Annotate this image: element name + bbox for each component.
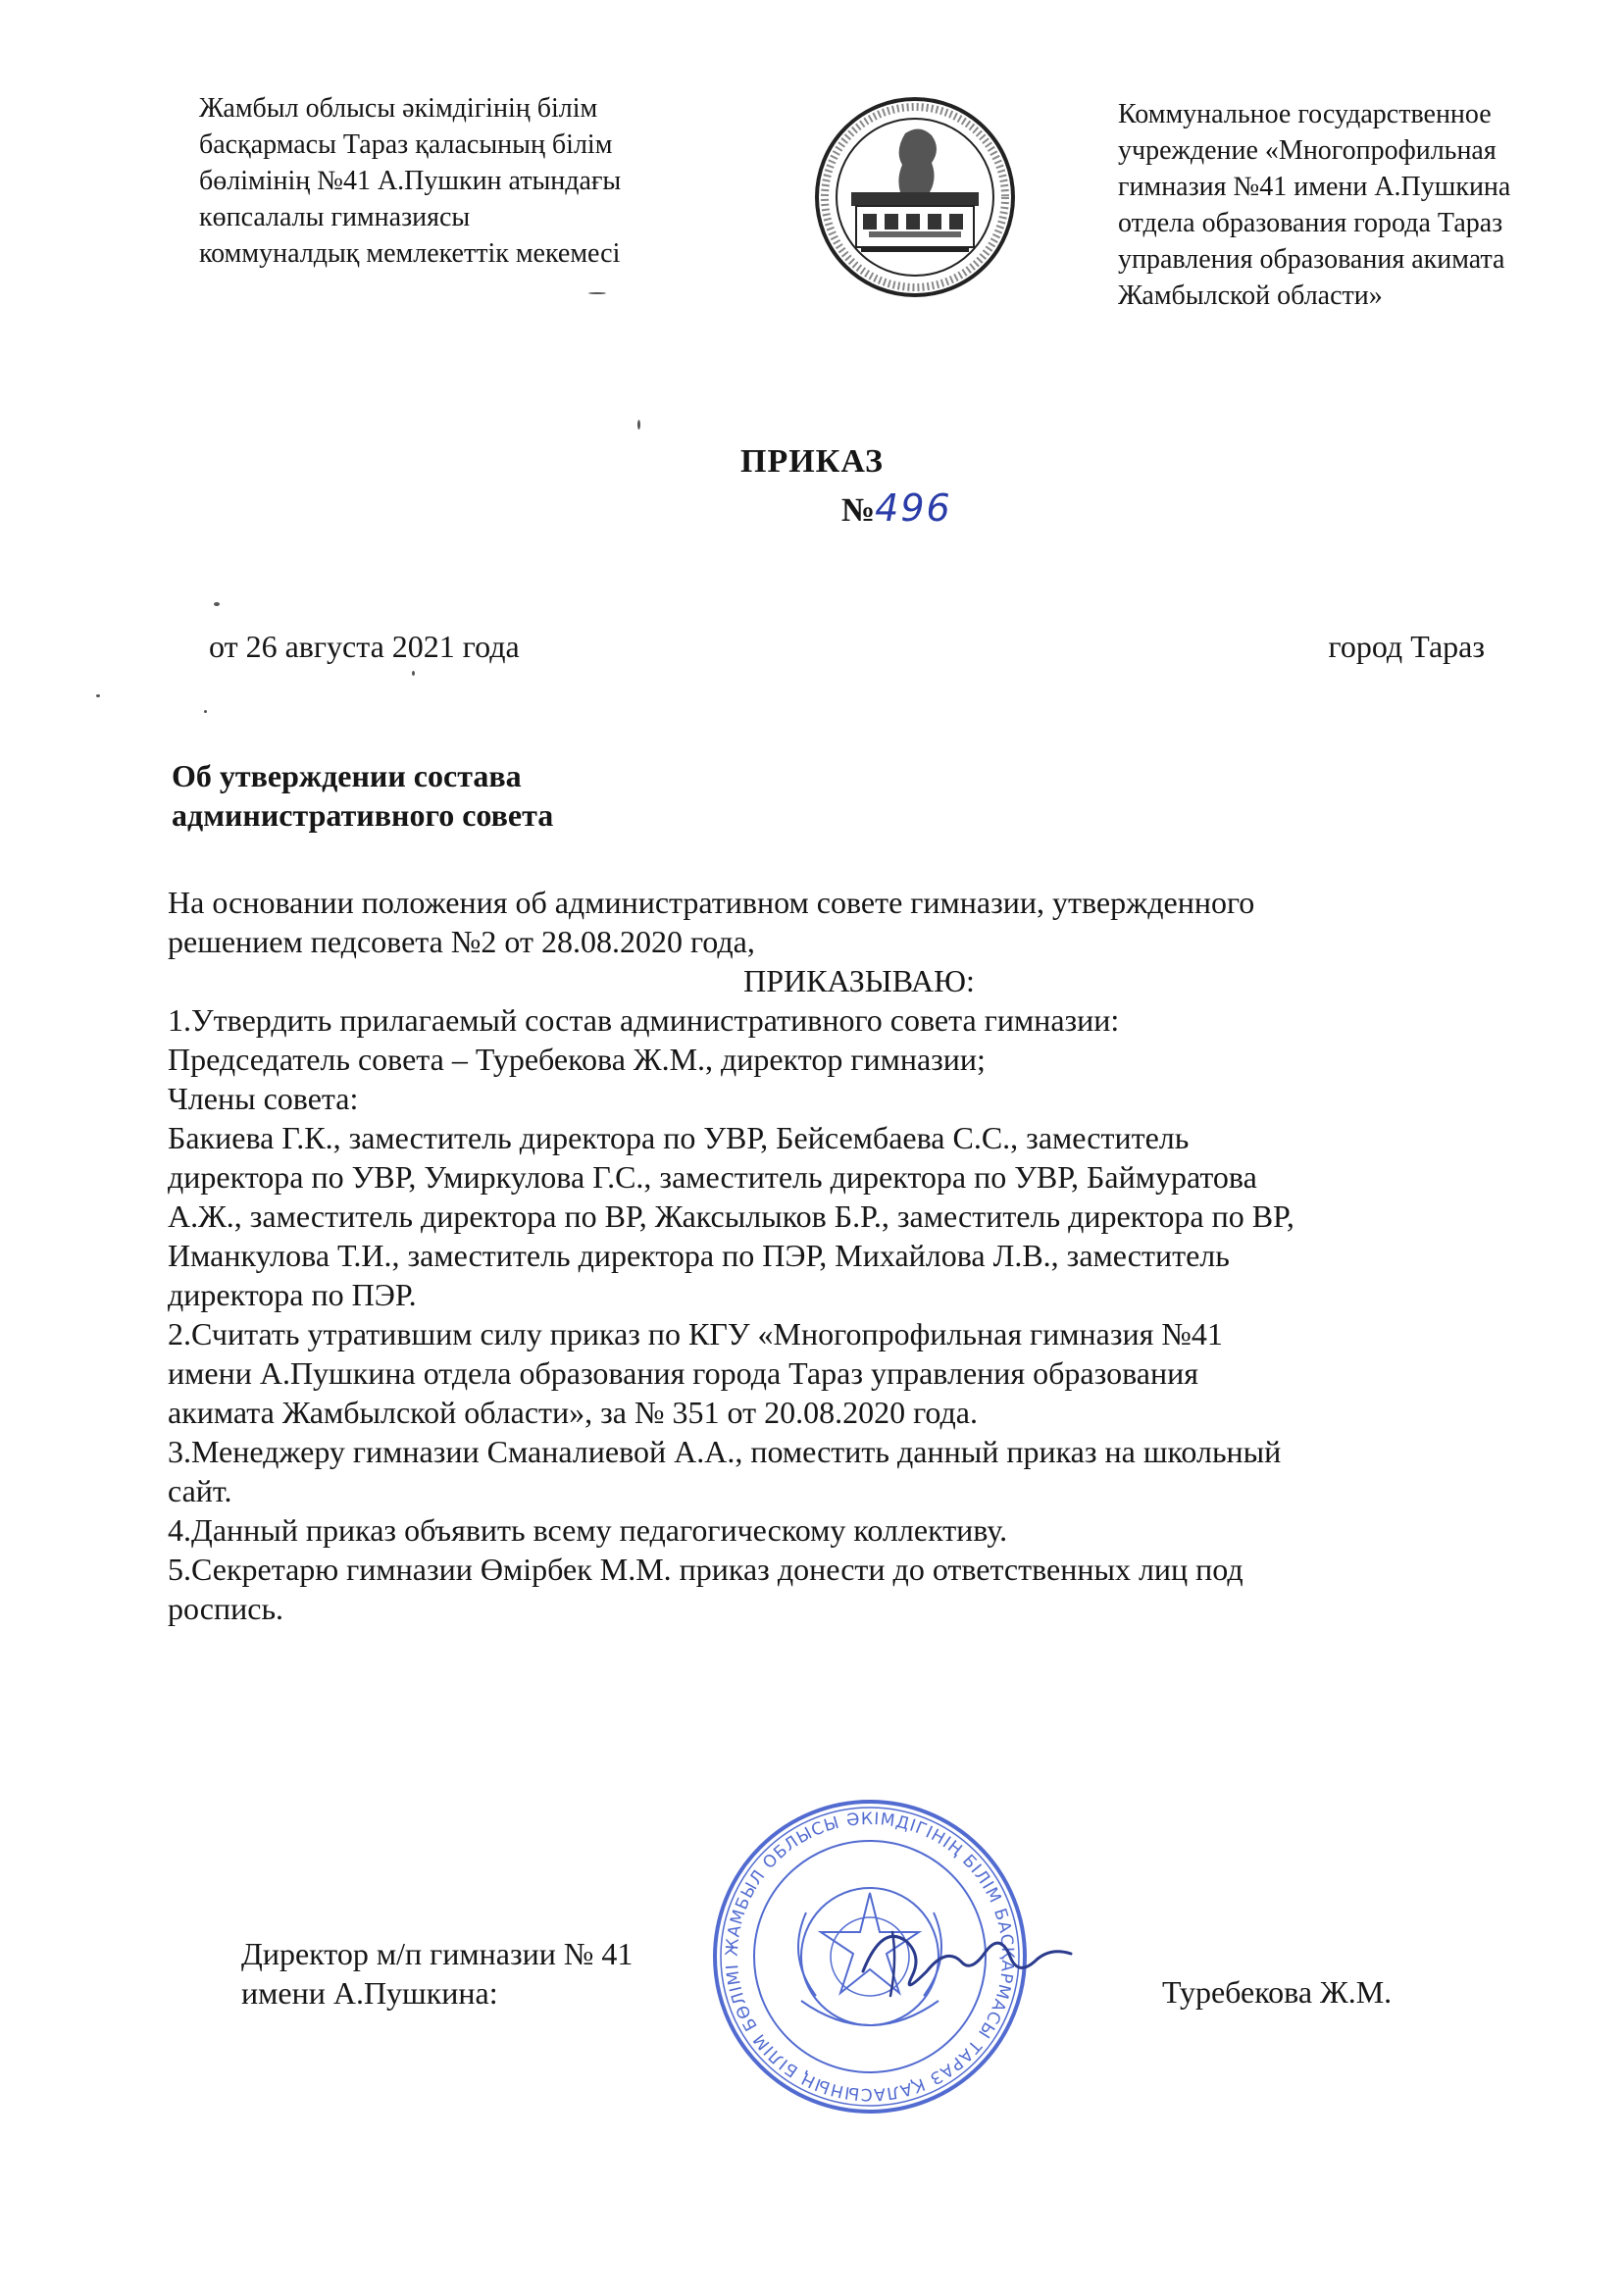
document-title: ПРИКАЗ <box>740 443 884 480</box>
header-ru-line: учреждение «Многопрофильная <box>1118 135 1497 166</box>
handwritten-signature-icon <box>853 1903 1079 2011</box>
stamp-arc-text: ЖАМБЫЛ ОБЛЫСЫ ӘКІМДІГІНІҢ БІЛІМ БАСҚАРМАСЫ ТАРАЗ ҚАЛАСЫНЫҢ БІЛІМ БӨЛІМІ <box>722 1809 1018 2105</box>
basis-line: решением педсовета №2 от 28.08.2020 года, <box>168 924 755 959</box>
director-title <box>241 1934 633 2013</box>
body-line: 1.Утвердить прилагаемый состав административного совета гимназии: <box>168 1002 1120 1038</box>
gymnasium-emblem-icon <box>812 94 1018 300</box>
header-ru-line: Коммунальное государственное <box>1118 99 1492 129</box>
body-line: 2.Считать утратившим силу приказ по КГУ «Многопрофильная гимназия №41 <box>168 1316 1223 1351</box>
scan-speck <box>588 292 606 294</box>
body-line: 4.Данный приказ объявить всему педагогическому коллективу. <box>168 1512 1008 1548</box>
header-kz-line: Жамбыл облысы әкімдігінің білім <box>199 93 598 124</box>
order-city: город Тараз <box>1328 629 1485 664</box>
order-number <box>841 486 952 530</box>
director-title-line: Директор м/п гимназии № 41 <box>241 1936 634 1971</box>
body-line: Председатель совета – Туребекова Ж.М., директор гимназии; <box>168 1042 986 1077</box>
subject-line: административного совета <box>172 797 554 833</box>
scan-speck <box>412 671 415 676</box>
basis-line: На основании положения об административном совете гимназии, утвержденного <box>168 885 1255 920</box>
header-russian-institution <box>1118 96 1579 314</box>
body-line: 5.Секретарю гимназии Өмірбек М.М. приказ донести до ответственных лиц под <box>168 1552 1243 1587</box>
body-line: роспись. <box>168 1591 284 1626</box>
scan-speck <box>204 710 207 713</box>
order-body <box>168 883 1560 1628</box>
header-kz-line: көпсалалы гимназиясы <box>199 202 471 232</box>
order-subject <box>172 756 553 835</box>
decree-word: ПРИКАЗЫВАЮ: <box>743 963 975 998</box>
subject-line: Об утверждении состава <box>172 758 522 793</box>
header-ru-line: отдела образования города Тараз <box>1118 208 1503 238</box>
scan-speck <box>637 420 640 430</box>
body-line: Иманкулова Т.И., заместитель директора по ПЭР, Михайлова Л.В., заместитель <box>168 1238 1230 1273</box>
header-ru-line: Жамбылской области» <box>1118 280 1383 311</box>
director-title-line: имени А.Пушкина: <box>241 1975 498 2011</box>
body-line: 3.Менеджеру гимназии Сманалиевой А.А., поместить данный приказ на школьный <box>168 1434 1282 1469</box>
body-line: директора по ПЭР. <box>168 1277 417 1312</box>
header-kazakh-institution <box>199 90 748 272</box>
scan-speck <box>214 602 220 606</box>
order-number-handwritten: 496 <box>875 486 952 530</box>
order-date: от 26 августа 2021 года <box>209 629 520 664</box>
body-line: Бакиева Г.К., заместитель директора по УВР, Бейсембаева С.С., заместитель <box>168 1120 1190 1155</box>
body-line: Члены совета: <box>168 1081 359 1116</box>
header-ru-line: гимназия №41 имени А.Пушкина <box>1118 172 1511 202</box>
header-kz-line: коммуналдық мемлекеттік мекемесі <box>199 238 621 269</box>
body-line: сайт. <box>168 1473 232 1508</box>
director-name: Туребекова Ж.М. <box>1162 1974 1393 2010</box>
scan-speck <box>96 694 100 697</box>
body-line: имени А.Пушкина отдела образования города Тараз управления образования <box>168 1355 1198 1391</box>
body-line: А.Ж., заместитель директора по ВР, Жаксылыков Б.Р., заместитель директора по ВР, <box>168 1198 1294 1234</box>
header-kz-line: бөлімінің №41 А.Пушкин атындағы <box>199 166 622 196</box>
body-line: директора по УВР, Умиркулова Г.С., заместитель директора по УВР, Баймуратова <box>168 1159 1257 1195</box>
order-number-prefix: № <box>841 492 876 529</box>
header-ru-line: управления образования акимата <box>1118 244 1505 275</box>
header-kz-line: басқармасы Тараз қаласының білім <box>199 129 613 160</box>
body-line: акимата Жамбылской области», за № 351 от 20.08.2020 года. <box>168 1395 978 1430</box>
